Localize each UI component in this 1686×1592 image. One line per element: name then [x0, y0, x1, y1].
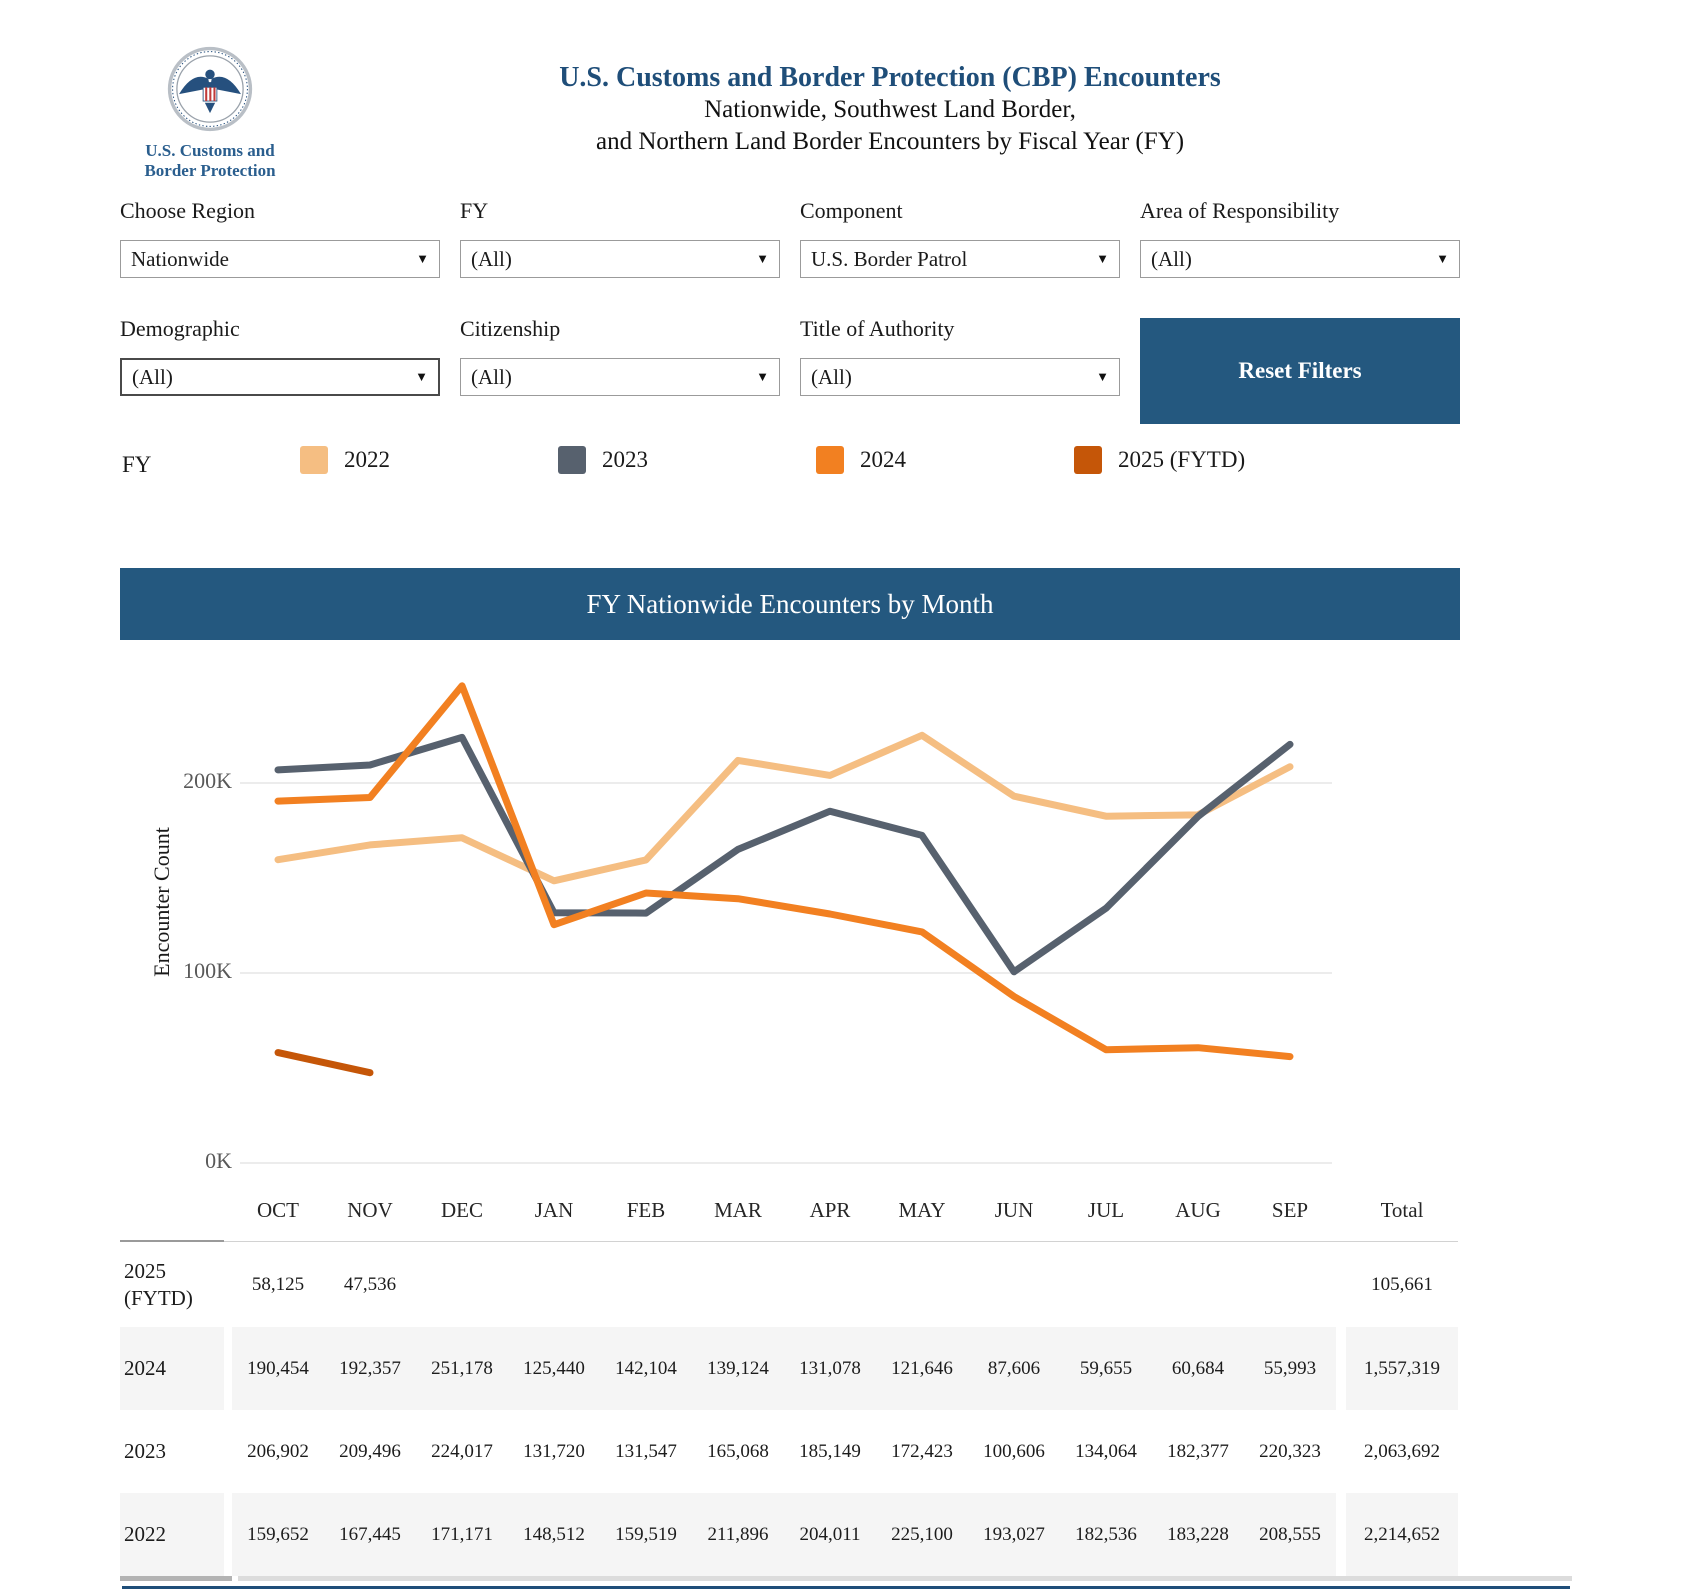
table-row-2023 — [120, 1410, 1460, 1493]
column-header-may: MAY — [876, 1180, 968, 1242]
value-2023-oct[interactable]: 206,902 — [247, 1440, 309, 1462]
value-2025-fytd--dec[interactable] — [416, 1242, 508, 1327]
column-header-jan: JAN — [508, 1180, 600, 1242]
total-2025-fytd-[interactable]: 105,661 — [1371, 1273, 1433, 1295]
value-2023-jan[interactable]: 131,720 — [523, 1440, 585, 1462]
value-2022-jan[interactable]: 148,512 — [508, 1493, 600, 1576]
cbp-seal-icon — [167, 46, 253, 132]
value-2023-sep[interactable]: 220,323 — [1259, 1440, 1321, 1462]
value-2023-feb[interactable]: 131,547 — [615, 1440, 677, 1462]
legend-swatch — [816, 446, 844, 474]
table-scrollbar[interactable] — [238, 1576, 1572, 1581]
filter-citizenship — [460, 316, 780, 396]
table-row-2025-fytd- — [120, 1242, 1460, 1327]
dropdown-arrow-icon: ▼ — [415, 369, 428, 384]
page-subtitle-2: and Northern Land Border Encounters by Fiscal Year (FY) — [595, 128, 1185, 155]
dropdown-arrow-icon: ▼ — [756, 369, 769, 384]
value-2025-fytd--apr[interactable] — [784, 1242, 876, 1327]
value-2024-nov[interactable]: 192,357 — [324, 1327, 416, 1410]
encounters-line-chart[interactable] — [240, 640, 1332, 1170]
column-header-nov: NOV — [324, 1180, 416, 1242]
series-line-2023[interactable] — [278, 737, 1290, 971]
value-2024-dec[interactable]: 251,178 — [416, 1327, 508, 1410]
filter-value-area-of-responsibility: (All) — [1151, 246, 1192, 271]
encounters-chart — [120, 640, 1460, 1173]
value-2023-jul[interactable]: 134,064 — [1075, 1440, 1137, 1462]
spacer — [224, 1327, 232, 1410]
reset-filters-button[interactable]: Reset Filters — [1140, 318, 1460, 424]
legend-swatch — [558, 446, 586, 474]
spacer — [1336, 1493, 1346, 1576]
value-2025-fytd--aug[interactable] — [1152, 1242, 1244, 1327]
filter-select-component[interactable] — [800, 240, 1120, 278]
table-row-2024 — [120, 1327, 1460, 1410]
y-tick-label: 200K — [183, 768, 232, 793]
spacer — [1336, 1242, 1346, 1327]
fy-color-legend — [0, 446, 1686, 488]
series-line-2024[interactable] — [278, 686, 1290, 1057]
value-2022-apr[interactable]: 204,011 — [784, 1493, 876, 1576]
filter-select-demographic[interactable] — [120, 358, 440, 396]
page-title: U.S. Customs and Border Protection (CBP) Encounters — [559, 62, 1221, 93]
value-2025-fytd--sep[interactable] — [1244, 1242, 1336, 1327]
header-titles — [420, 62, 1360, 158]
filter-label-fy: FY — [460, 198, 489, 223]
legend-swatch — [300, 446, 328, 474]
column-header-oct: OCT — [232, 1180, 324, 1242]
total-2024[interactable]: 1,557,319 — [1346, 1327, 1458, 1410]
value-2022-may[interactable]: 225,100 — [876, 1493, 968, 1576]
spacer — [224, 1493, 232, 1576]
column-header-aug: AUG — [1152, 1180, 1244, 1242]
column-header-dec: DEC — [416, 1180, 508, 1242]
legend-swatch — [1074, 446, 1102, 474]
column-header-apr: APR — [784, 1180, 876, 1242]
dropdown-arrow-icon: ▼ — [416, 251, 429, 266]
row-label-2023: 2023 — [124, 1439, 166, 1464]
filter-label-citizenship: Citizenship — [460, 316, 561, 341]
filter-select-title-of-authority[interactable] — [800, 358, 1120, 396]
y-axis-label: Encounter Count — [149, 827, 174, 977]
value-2023-aug[interactable]: 182,377 — [1167, 1440, 1229, 1462]
value-2024-may[interactable]: 121,646 — [876, 1327, 968, 1410]
value-2022-aug[interactable]: 183,228 — [1152, 1493, 1244, 1576]
legend-label: 2024 — [860, 447, 906, 472]
value-2024-feb[interactable]: 142,104 — [600, 1327, 692, 1410]
filter-row-1 — [120, 198, 1480, 278]
chart-title-banner: FY Nationwide Encounters by Month — [120, 568, 1460, 640]
row-label-2022: 2022 — [120, 1493, 224, 1576]
spacer — [1336, 1410, 1346, 1493]
value-2025-fytd--jun[interactable] — [968, 1242, 1060, 1327]
legend-item-2022[interactable] — [300, 446, 390, 474]
column-header-total: Total — [1346, 1180, 1458, 1242]
table-corner — [120, 1180, 224, 1242]
row-label-2024: 2024 — [120, 1327, 224, 1410]
value-2023-mar[interactable]: 165,068 — [707, 1440, 769, 1462]
filter-value-title-of-authority: (All) — [811, 364, 852, 389]
legend-item-2023[interactable] — [558, 446, 648, 474]
table-header-row — [120, 1180, 1460, 1242]
dropdown-arrow-icon: ▼ — [756, 251, 769, 266]
series-line-2025-fytd-[interactable] — [278, 1053, 370, 1073]
dropdown-arrow-icon: ▼ — [1096, 369, 1109, 384]
bottom-divider — [122, 1586, 1570, 1589]
table-row-2022 — [120, 1493, 1460, 1576]
value-2024-sep[interactable]: 55,993 — [1244, 1327, 1336, 1410]
value-2022-nov[interactable]: 167,445 — [324, 1493, 416, 1576]
filter-select-citizenship[interactable] — [460, 358, 780, 396]
legend-title: FY — [122, 452, 152, 477]
y-tick-label: 0K — [205, 1148, 232, 1173]
column-header-sep: SEP — [1244, 1180, 1336, 1242]
value-2025-fytd--jul[interactable] — [1060, 1242, 1152, 1327]
filter-select-fy[interactable] — [460, 240, 780, 278]
filter-title-of-authority — [800, 316, 1120, 396]
legend-label: 2023 — [602, 447, 648, 472]
value-2022-jun[interactable]: 193,027 — [968, 1493, 1060, 1576]
filter-label-demographic: Demographic — [120, 316, 240, 341]
value-2024-mar[interactable]: 139,124 — [692, 1327, 784, 1410]
filter-choose-region — [120, 198, 440, 278]
column-header-mar: MAR — [692, 1180, 784, 1242]
value-2024-jul[interactable]: 59,655 — [1060, 1327, 1152, 1410]
column-header-jun: JUN — [968, 1180, 1060, 1242]
legend-item-2025-fytd-[interactable] — [1074, 446, 1245, 474]
dropdown-arrow-icon: ▼ — [1436, 251, 1449, 266]
value-2024-aug[interactable]: 60,684 — [1152, 1327, 1244, 1410]
value-2023-may[interactable]: 172,423 — [891, 1440, 953, 1462]
legend-label: 2022 — [344, 447, 390, 472]
dropdown-arrow-icon: ▼ — [1096, 251, 1109, 266]
value-2023-jun[interactable]: 100,606 — [983, 1440, 1045, 1462]
filter-value-demographic: (All) — [132, 364, 173, 389]
filter-label-area-of-responsibility: Area of Responsibility — [1140, 198, 1340, 223]
filter-value-citizenship: (All) — [471, 364, 512, 389]
series-line-2022[interactable] — [278, 735, 1290, 881]
logo-text-line1: U.S. Customs and — [145, 141, 275, 160]
filter-fy — [460, 198, 780, 278]
filter-area-of-responsibility — [1140, 198, 1460, 278]
spacer — [224, 1242, 232, 1327]
table-scrollbar-thumb[interactable] — [120, 1576, 232, 1581]
filter-value-component: U.S. Border Patrol — [811, 246, 968, 271]
filter-label-component: Component — [800, 198, 903, 223]
y-tick-label: 100K — [183, 958, 232, 983]
filter-select-choose-region[interactable] — [120, 240, 440, 278]
value-2022-jul[interactable]: 182,536 — [1060, 1493, 1152, 1576]
spacer — [224, 1180, 232, 1242]
filter-label-title-of-authority: Title of Authority — [800, 316, 955, 341]
value-2024-jun[interactable]: 87,606 — [968, 1327, 1060, 1410]
spacer — [224, 1410, 232, 1493]
value-2022-sep[interactable]: 208,555 — [1244, 1493, 1336, 1576]
value-2024-oct[interactable]: 190,454 — [232, 1327, 324, 1410]
value-2024-jan[interactable]: 125,440 — [508, 1327, 600, 1410]
value-2022-feb[interactable]: 159,519 — [600, 1493, 692, 1576]
value-2023-apr[interactable]: 185,149 — [799, 1440, 861, 1462]
filter-component — [800, 198, 1120, 278]
value-2025-fytd--oct[interactable]: 58,125 — [251, 1273, 305, 1295]
value-2023-dec[interactable]: 224,017 — [431, 1440, 493, 1462]
value-2022-mar[interactable]: 211,896 — [692, 1493, 784, 1576]
value-2023-nov[interactable]: 209,496 — [339, 1440, 401, 1462]
value-2025-fytd--nov[interactable]: 47,536 — [343, 1273, 397, 1295]
filter-value-choose-region: Nationwide — [131, 246, 229, 271]
cbp-logo — [122, 46, 298, 180]
page-subtitle-1: Nationwide, Southwest Land Border, — [704, 96, 1076, 123]
encounters-table — [120, 1180, 1460, 1576]
column-header-feb: FEB — [600, 1180, 692, 1242]
filter-label-choose-region: Choose Region — [120, 198, 256, 223]
logo-text-line2: Border Protection — [144, 160, 276, 180]
spacer — [1336, 1327, 1346, 1410]
value-2024-apr[interactable]: 131,078 — [784, 1327, 876, 1410]
value-2022-dec[interactable]: 171,171 — [416, 1493, 508, 1576]
value-2022-oct[interactable]: 159,652 — [232, 1493, 324, 1576]
column-header-jul: JUL — [1060, 1180, 1152, 1242]
spacer — [1336, 1180, 1346, 1242]
filter-select-area-of-responsibility[interactable] — [1140, 240, 1460, 278]
filter-demographic — [120, 316, 440, 396]
value-2025-fytd--feb[interactable] — [600, 1242, 692, 1327]
legend-item-2024[interactable] — [816, 446, 906, 474]
total-2023[interactable]: 2,063,692 — [1364, 1440, 1440, 1462]
total-2022[interactable]: 2,214,652 — [1346, 1493, 1458, 1576]
value-2025-fytd--jan[interactable] — [508, 1242, 600, 1327]
value-2025-fytd--may[interactable] — [876, 1242, 968, 1327]
value-2025-fytd--mar[interactable] — [692, 1242, 784, 1327]
row-label-2025-fytd-: 2025 (FYTD) — [124, 1259, 193, 1310]
filter-value-fy: (All) — [471, 246, 512, 271]
legend-label: 2025 (FYTD) — [1118, 447, 1246, 472]
